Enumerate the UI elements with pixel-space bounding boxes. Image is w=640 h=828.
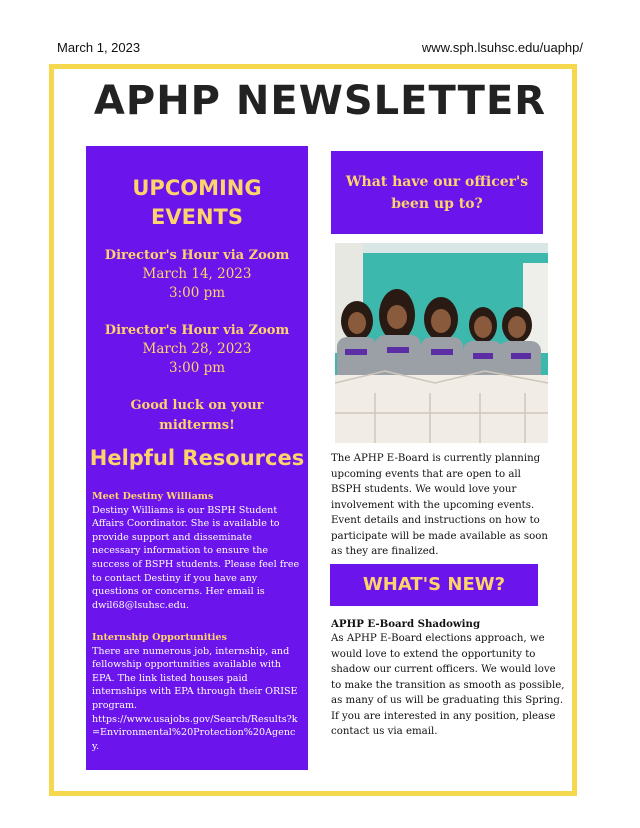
eboard-photo-illustration xyxy=(335,243,548,443)
newsletter-title: APHP NEWSLETTER xyxy=(93,78,547,124)
eboard-group-photo xyxy=(335,243,548,443)
good-luck-message: Good luck on your midterms! xyxy=(130,398,264,433)
event-date: March 28, 2023 xyxy=(142,341,252,357)
upcoming-heading-line2: EVENTS xyxy=(151,205,243,229)
internship-resource xyxy=(92,631,302,753)
upcoming-events-heading xyxy=(86,174,308,232)
destiny-body: Destiny Williams is our BSPH Student Affairs Coordinator. She is available to provide support and disseminate necessary information to ensure the success of BSPH students. Please feel free to contact Destiny if you have any questions or concerns. Her email is dwil68@lsuhsc.edu. xyxy=(92,504,300,611)
usajobs-link[interactable]: https://www.usajobs.gov/Search/Results?k=Environmental%20Protection%20Agency. xyxy=(92,713,298,752)
helpful-resources-heading: Helpful Resources xyxy=(89,446,305,470)
internship-heading: Internship Opportunities xyxy=(92,632,227,643)
event-name: Director's Hour via Zoom xyxy=(104,323,290,338)
event-time: 3:00 pm xyxy=(168,360,226,376)
shadowing-body: As APHP E-Board elections approach, we would love to extend the opportunity to shadow our current officers. We would love to make the transition as smooth as possible, as many of us will be graduating this Spring. If you are interested in any position, please contact us via email. xyxy=(331,633,565,737)
internship-body: There are numerous job, internship, and fellowship opportunities available with EPA. The link listed houses paid internships with EPA through their ORISE program. xyxy=(92,645,298,711)
left-column-panel xyxy=(86,146,308,770)
event-time: 3:00 pm xyxy=(168,285,226,301)
officers-heading-box xyxy=(331,151,543,234)
newsletter-date: March 1, 2023 xyxy=(57,40,141,55)
destiny-heading: Meet Destiny Williams xyxy=(92,491,214,502)
whats-new-heading: WHAT'S NEW? xyxy=(330,564,538,606)
page-header xyxy=(57,40,583,58)
upcoming-heading-line1: UPCOMING xyxy=(132,176,262,200)
event-item xyxy=(86,246,308,303)
officers-heading: What have our officer's been up to? xyxy=(345,174,529,212)
event-date: March 14, 2023 xyxy=(142,266,252,282)
website-url[interactable]: www.sph.lsuhsc.edu/uaphp/ xyxy=(421,40,583,55)
officers-update-text: The APHP E-Board is currently planning upcoming events that are open to all BSPH students. We would love your involvement with the upcoming events. Event details and instructions on how to participate will be made available as soon as they are finalized. xyxy=(331,453,548,557)
event-item xyxy=(86,321,308,378)
destiny-resource xyxy=(92,490,302,612)
event-name: Director's Hour via Zoom xyxy=(104,248,290,263)
shadowing-title: APHP E-Board Shadowing xyxy=(331,618,481,630)
